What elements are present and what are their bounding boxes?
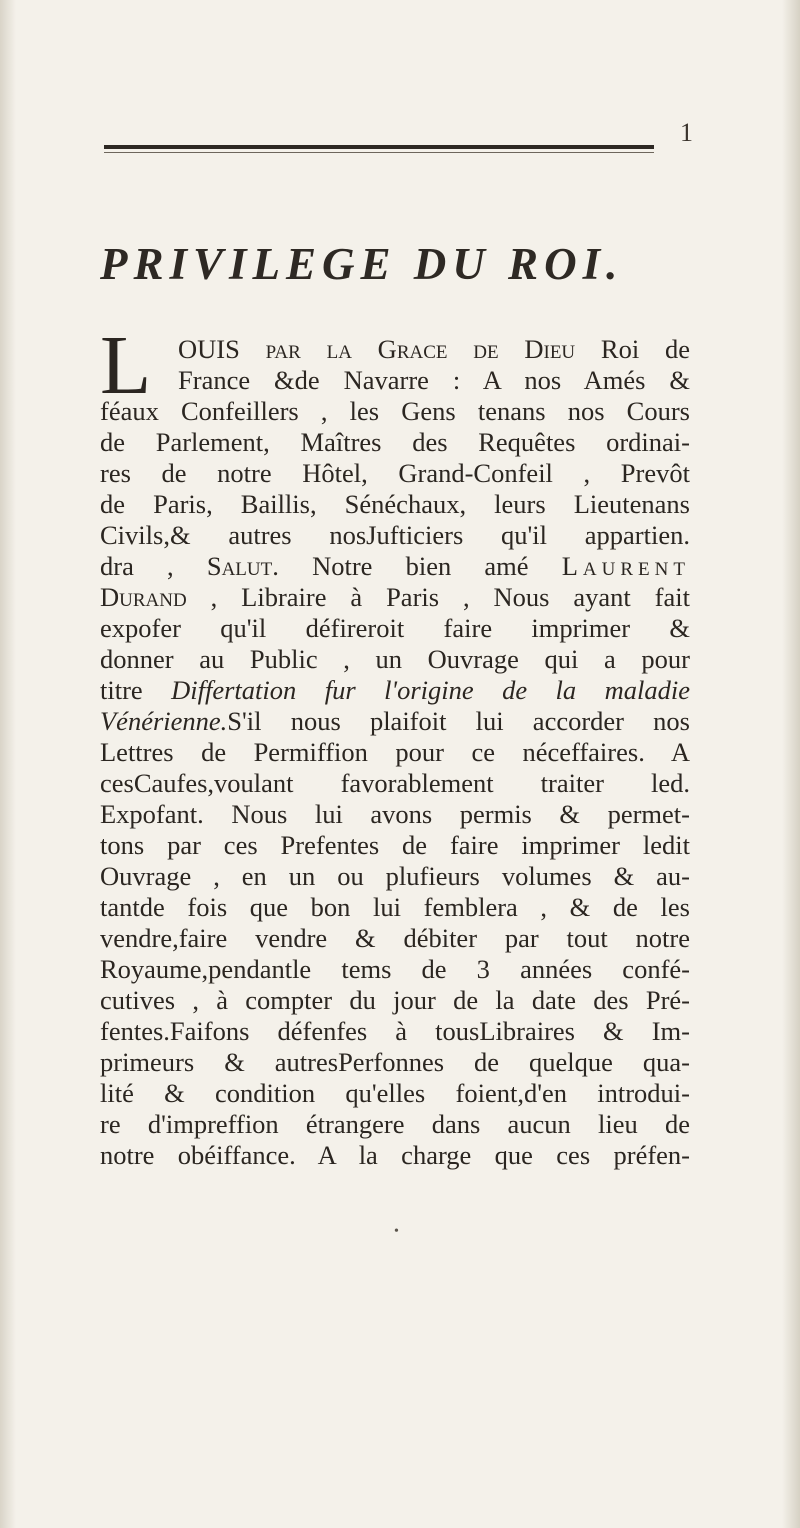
text-run: tantde fois que bon lui femblera , & de les [100, 892, 690, 922]
header-rule-thin [104, 152, 654, 153]
text-run: tons par ces Prefentes de faire imprimer ledit [100, 830, 690, 860]
text-line [100, 675, 690, 706]
text-line [100, 954, 690, 985]
text-run: Civils,& autres nosJufticiers qu'il appartien. [100, 520, 690, 550]
text-line [100, 985, 690, 1016]
text-line [100, 458, 690, 489]
text-line [100, 768, 690, 799]
text-line [100, 1109, 690, 1140]
text-run: , Libraire à Paris , Nous ayant fait [186, 582, 690, 612]
page-edge-left [0, 0, 16, 1528]
header-rule [104, 145, 654, 149]
italic-run: Vénérienne. [100, 706, 228, 736]
text-run: donner au Public , un Ouvrage qui a pour [100, 644, 690, 674]
page-edge-right [782, 0, 800, 1528]
text-run: Lettres de Permiffion pour ce néceffaires. A [100, 737, 690, 767]
text-run: Royaume,pendantle tems de 3 années confé- [100, 954, 690, 984]
text-run: de Parlement, Maîtres des Requêtes ordinai- [100, 427, 690, 457]
signature-mark: • [394, 1224, 399, 1239]
text-run: lité & condition qu'elles foient,d'en introdui- [100, 1078, 690, 1108]
text-run: Expofant. Nous lui avons permis & permet- [100, 799, 690, 829]
text-line [100, 365, 690, 396]
smallcaps-run: par la Grace de Dieu [265, 334, 576, 364]
smallcaps-run: Salut. [206, 551, 279, 581]
text-run: primeurs & autresPerfonnes de quelque qua- [100, 1047, 690, 1077]
text-line [100, 644, 690, 675]
text-line [100, 396, 690, 427]
spaced-name: Laurent [561, 551, 690, 581]
text-run: Ouvrage , en un ou plufieurs volumes & au- [100, 861, 690, 891]
text-line [100, 1047, 690, 1078]
text-line [100, 489, 690, 520]
smallcaps-run: Durand [100, 582, 187, 612]
text-line [100, 892, 690, 923]
text-run: dra , [100, 551, 207, 581]
text-line [100, 551, 690, 582]
text-run: France &de Navarre : A nos Amés & [178, 365, 690, 395]
text-line [100, 830, 690, 861]
text-run: re d'impreffion étrangere dans aucun lieu de [100, 1109, 690, 1139]
privilege-text [100, 334, 690, 1171]
text-run: cesCaufes,voulant favorablement traiter led. [100, 768, 690, 798]
text-line [100, 737, 690, 768]
text-run: Notre bien amé [278, 551, 562, 581]
text-run: fentes.Faifons défenfes à tousLibraires & Im- [100, 1016, 690, 1046]
text-line [100, 799, 690, 830]
text-run: féaux Confeillers , les Gens tenans nos Cours [100, 396, 690, 426]
text-run: res de notre Hôtel, Grand-Confeil , Prevôt [100, 458, 690, 488]
text-line [100, 582, 690, 613]
text-run: de Paris, Baillis, Sénéchaux, leurs Lieutenans [100, 489, 690, 519]
text-run: cutives , à compter du jour de la date des Pré- [100, 985, 690, 1015]
text-run: OUIS [178, 334, 266, 364]
text-line [100, 1016, 690, 1047]
page-title: PRIVILEGE DU ROI. [100, 239, 624, 289]
drop-cap: L [100, 319, 152, 412]
text-run: expofer qu'il défireroit faire imprimer & [100, 613, 690, 643]
text-run: Roi de [575, 334, 690, 364]
text-line [100, 923, 690, 954]
text-line [100, 334, 690, 365]
text-line [100, 706, 690, 737]
text-run: notre obéiffance. A la charge que ces préfen- [100, 1140, 690, 1170]
text-run: vendre,faire vendre & débiter par tout notre [100, 923, 690, 953]
italic-run: Differtation fur l'origine de la maladie [171, 675, 690, 705]
text-line [100, 427, 690, 458]
text-line [100, 1140, 690, 1171]
text-line [100, 613, 690, 644]
text-run: titre [100, 675, 172, 705]
text-line [100, 1078, 690, 1109]
text-line [100, 520, 690, 551]
page-number: 1 [680, 118, 693, 147]
text-run: S'il nous plaifoit lui accorder nos [227, 706, 690, 736]
text-line [100, 861, 690, 892]
